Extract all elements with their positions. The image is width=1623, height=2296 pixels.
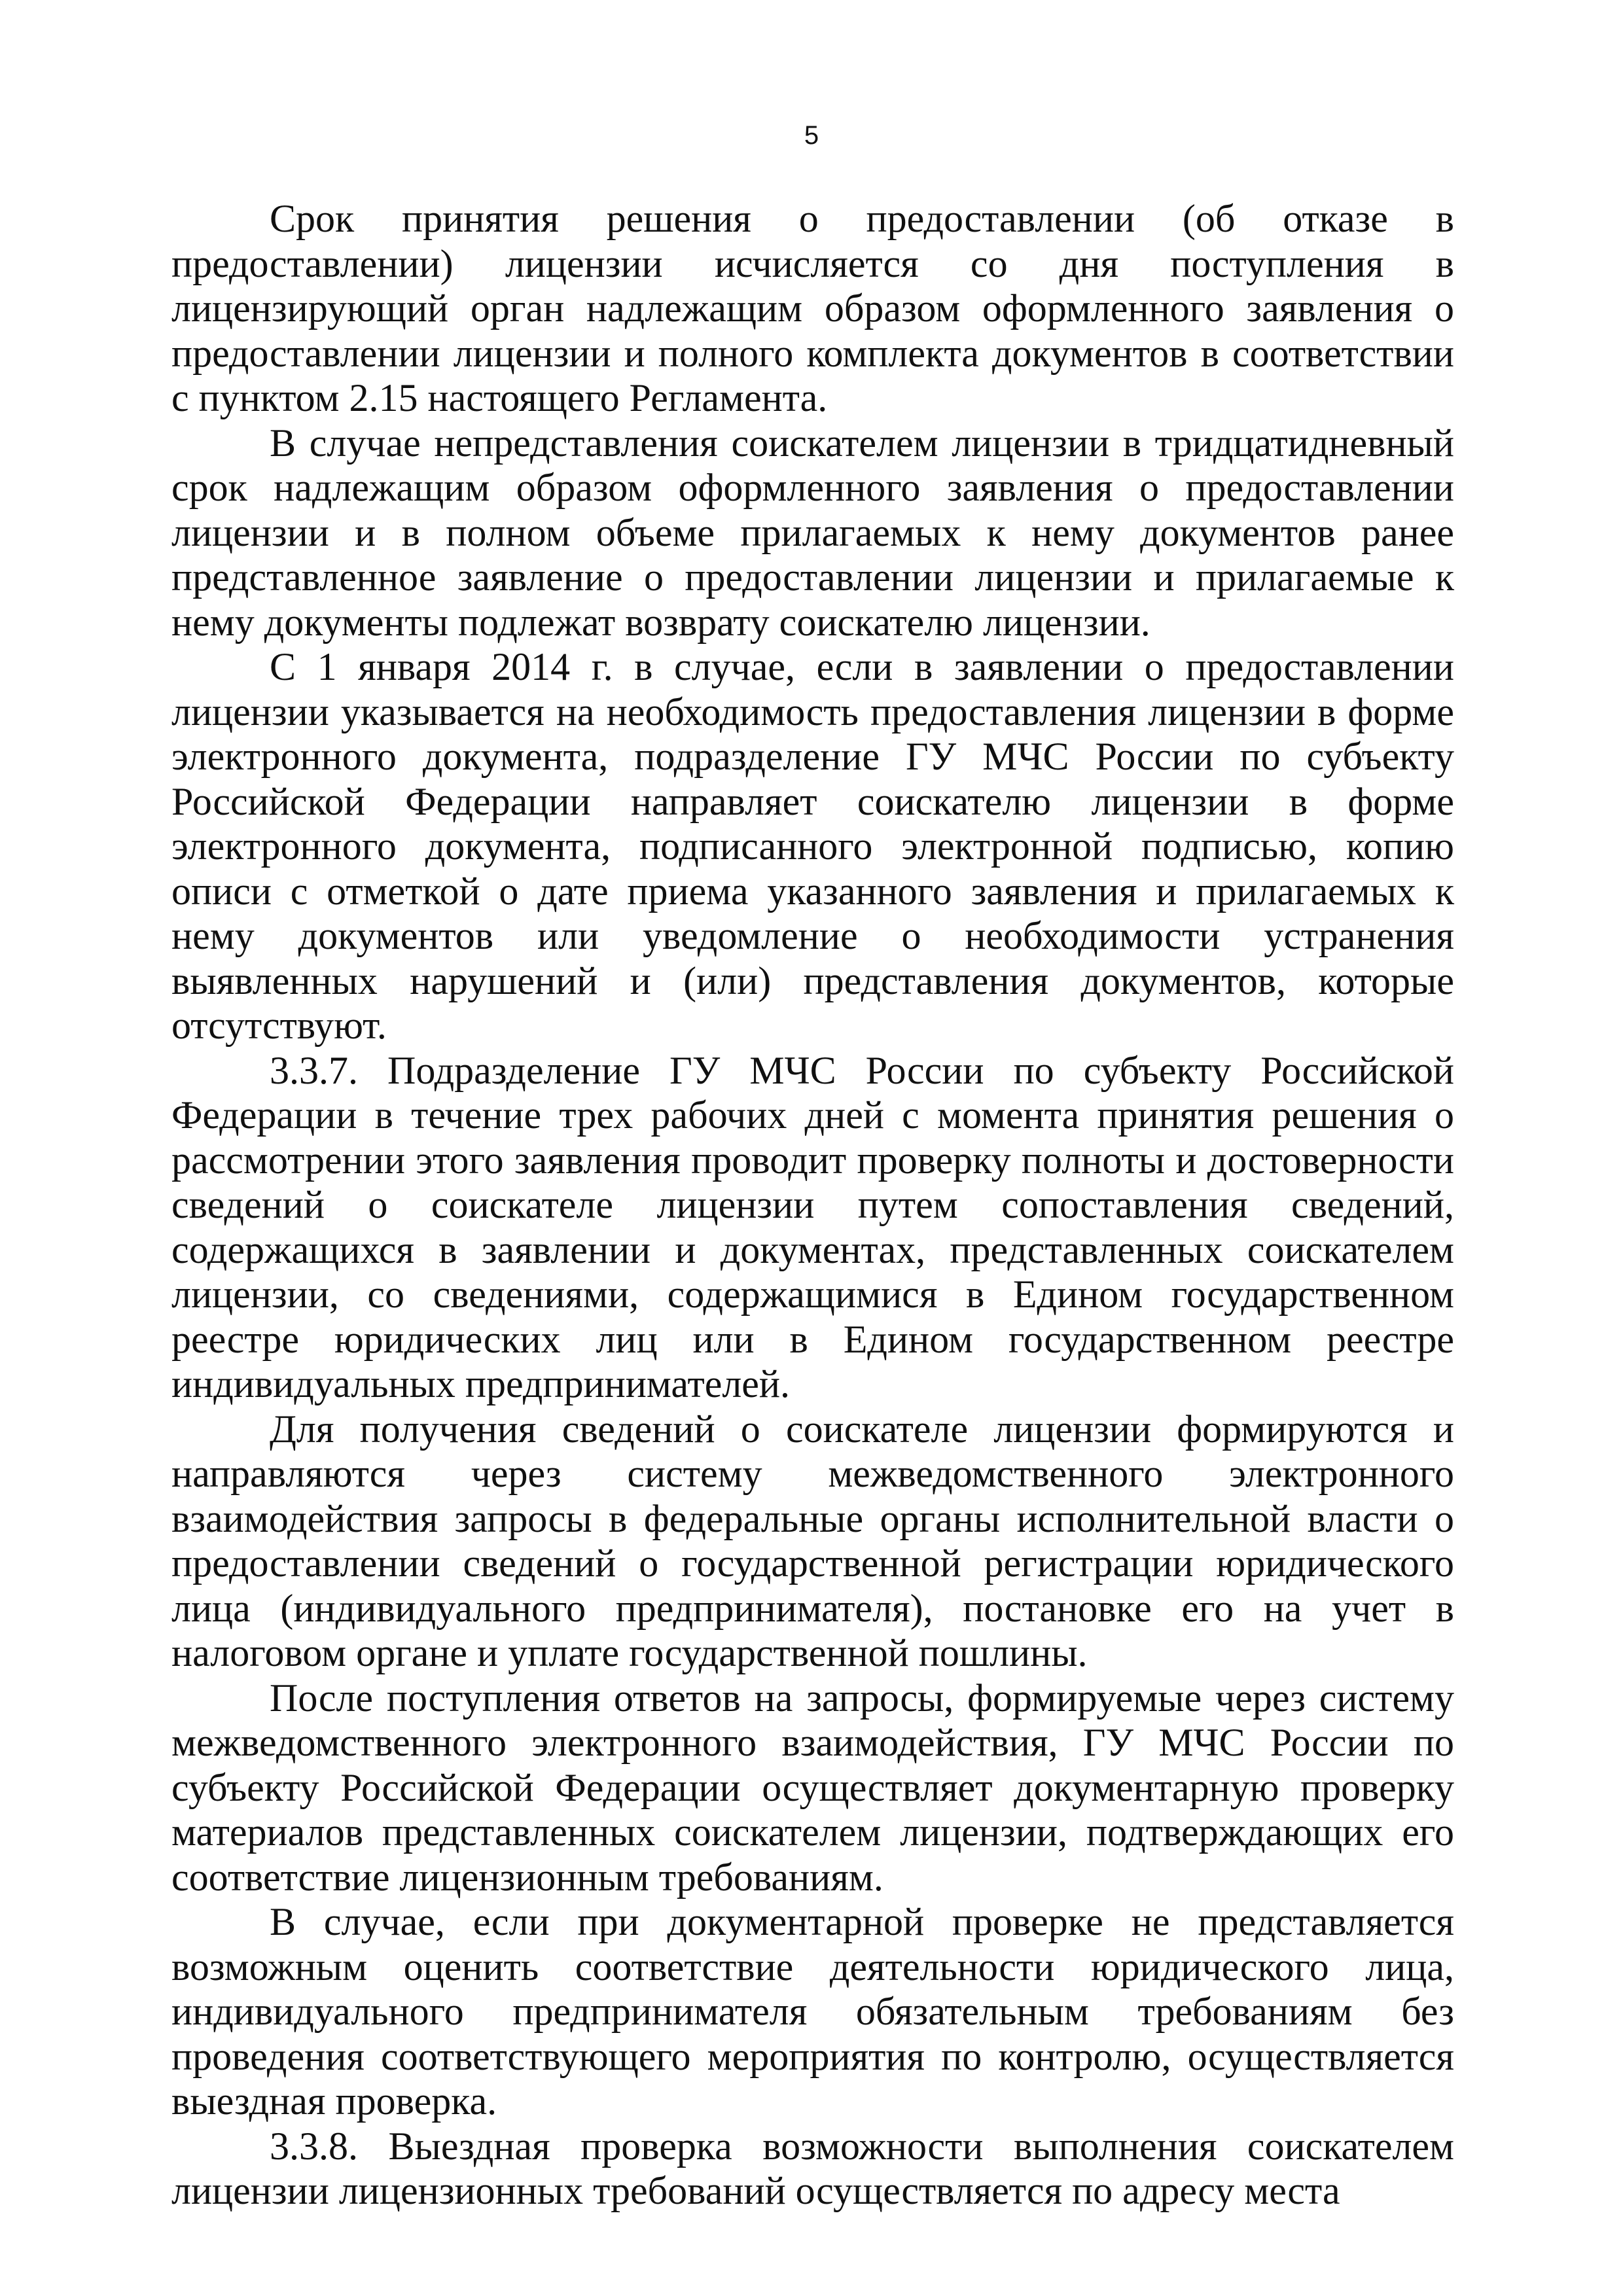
- paragraph-onsite-check: В случае, если при документарной проверке не представляется возможным оценить соответствие деятельности юридического лица, индивидуального предпринимателя обязательным требованиям без проведения соответствующего мероприятия по контролю, осуществляется выездная проверка.: [171, 1900, 1454, 2123]
- page-number: 5: [804, 121, 819, 150]
- paragraph-non-submission: В случае непредставления соискателем лицензии в тридцатидневный срок надлежащим образом оформленного заявления о предоставлении лицензии и в полном объеме прилагаемых к нему документов ранее представленное заявление о предоставлении лицензии и прилагаемые к нему документы подлежат возврату соискателю лицензии.: [171, 421, 1454, 644]
- paragraph-information-requests: Для получения сведений о соискателе лицензии формируются и направляются через систему межведомственного электронного взаимодействия запросы в федеральные органы исполнительной власти о предоставлении сведений о государственной регистрации юридического лица (индивидуального предпринимателя), постановке его на учет в налоговом органе и уплате государственной пошлины.: [171, 1407, 1454, 1674]
- document-body: [171, 196, 1454, 2214]
- paragraph-electronic-document: С 1 января 2014 г. в случае, если в заявлении о предоставлении лицензии указывается на необходимость предоставления лицензии в форме электронного документа, подразделение ГУ МЧС России по субъекту Российской Федерации направляет соискателю лицензии в форме электронного документа, подписанного электронной подписью, копию описи с отметкой о дате приема указанного заявления и прилагаемых к нему документов или уведомление о необходимости устранения выявленных нарушений и (или) представления документов, которые отсутствуют.: [171, 645, 1454, 1047]
- paragraph-3-3-7: 3.3.7. Подразделение ГУ МЧС России по субъекту Российской Федерации в течение трех рабочих дней с момента принятия решения о рассмотрении этого заявления проводит проверку полноты и достоверности сведений о соискателе лицензии путем сопоставления сведений, содержащихся в заявлении и документах, представленных соискателем лицензии, со сведениями, содержащимися в Едином государственном реестре юридических лиц или в Едином государственном реестре индивидуальных предпринимателей.: [171, 1048, 1454, 1405]
- paragraph-documentary-check: После поступления ответов на запросы, формируемые через систему межведомственного электронного взаимодействия, ГУ МЧС России по субъекту Российской Федерации осуществляет документарную проверку материалов представленных соискателем лицензии, подтверждающих его соответствие лицензионным требованиям.: [171, 1676, 1454, 1899]
- paragraph-license-decision-term: Срок принятия решения о предоставлении (об отказе в предоставлении) лицензии исчисляется со дня поступления в лицензирующий орган надлежащим образом оформленного заявления о предоставлении лицензии и полного комплекта документов в соответствии с пунктом 2.15 настоящего Регламента.: [171, 197, 1454, 419]
- paragraph-3-3-8: 3.3.8. Выездная проверка возможности выполнения соискателем лицензии лицензионных требований осуществляется по адресу места: [171, 2124, 1454, 2212]
